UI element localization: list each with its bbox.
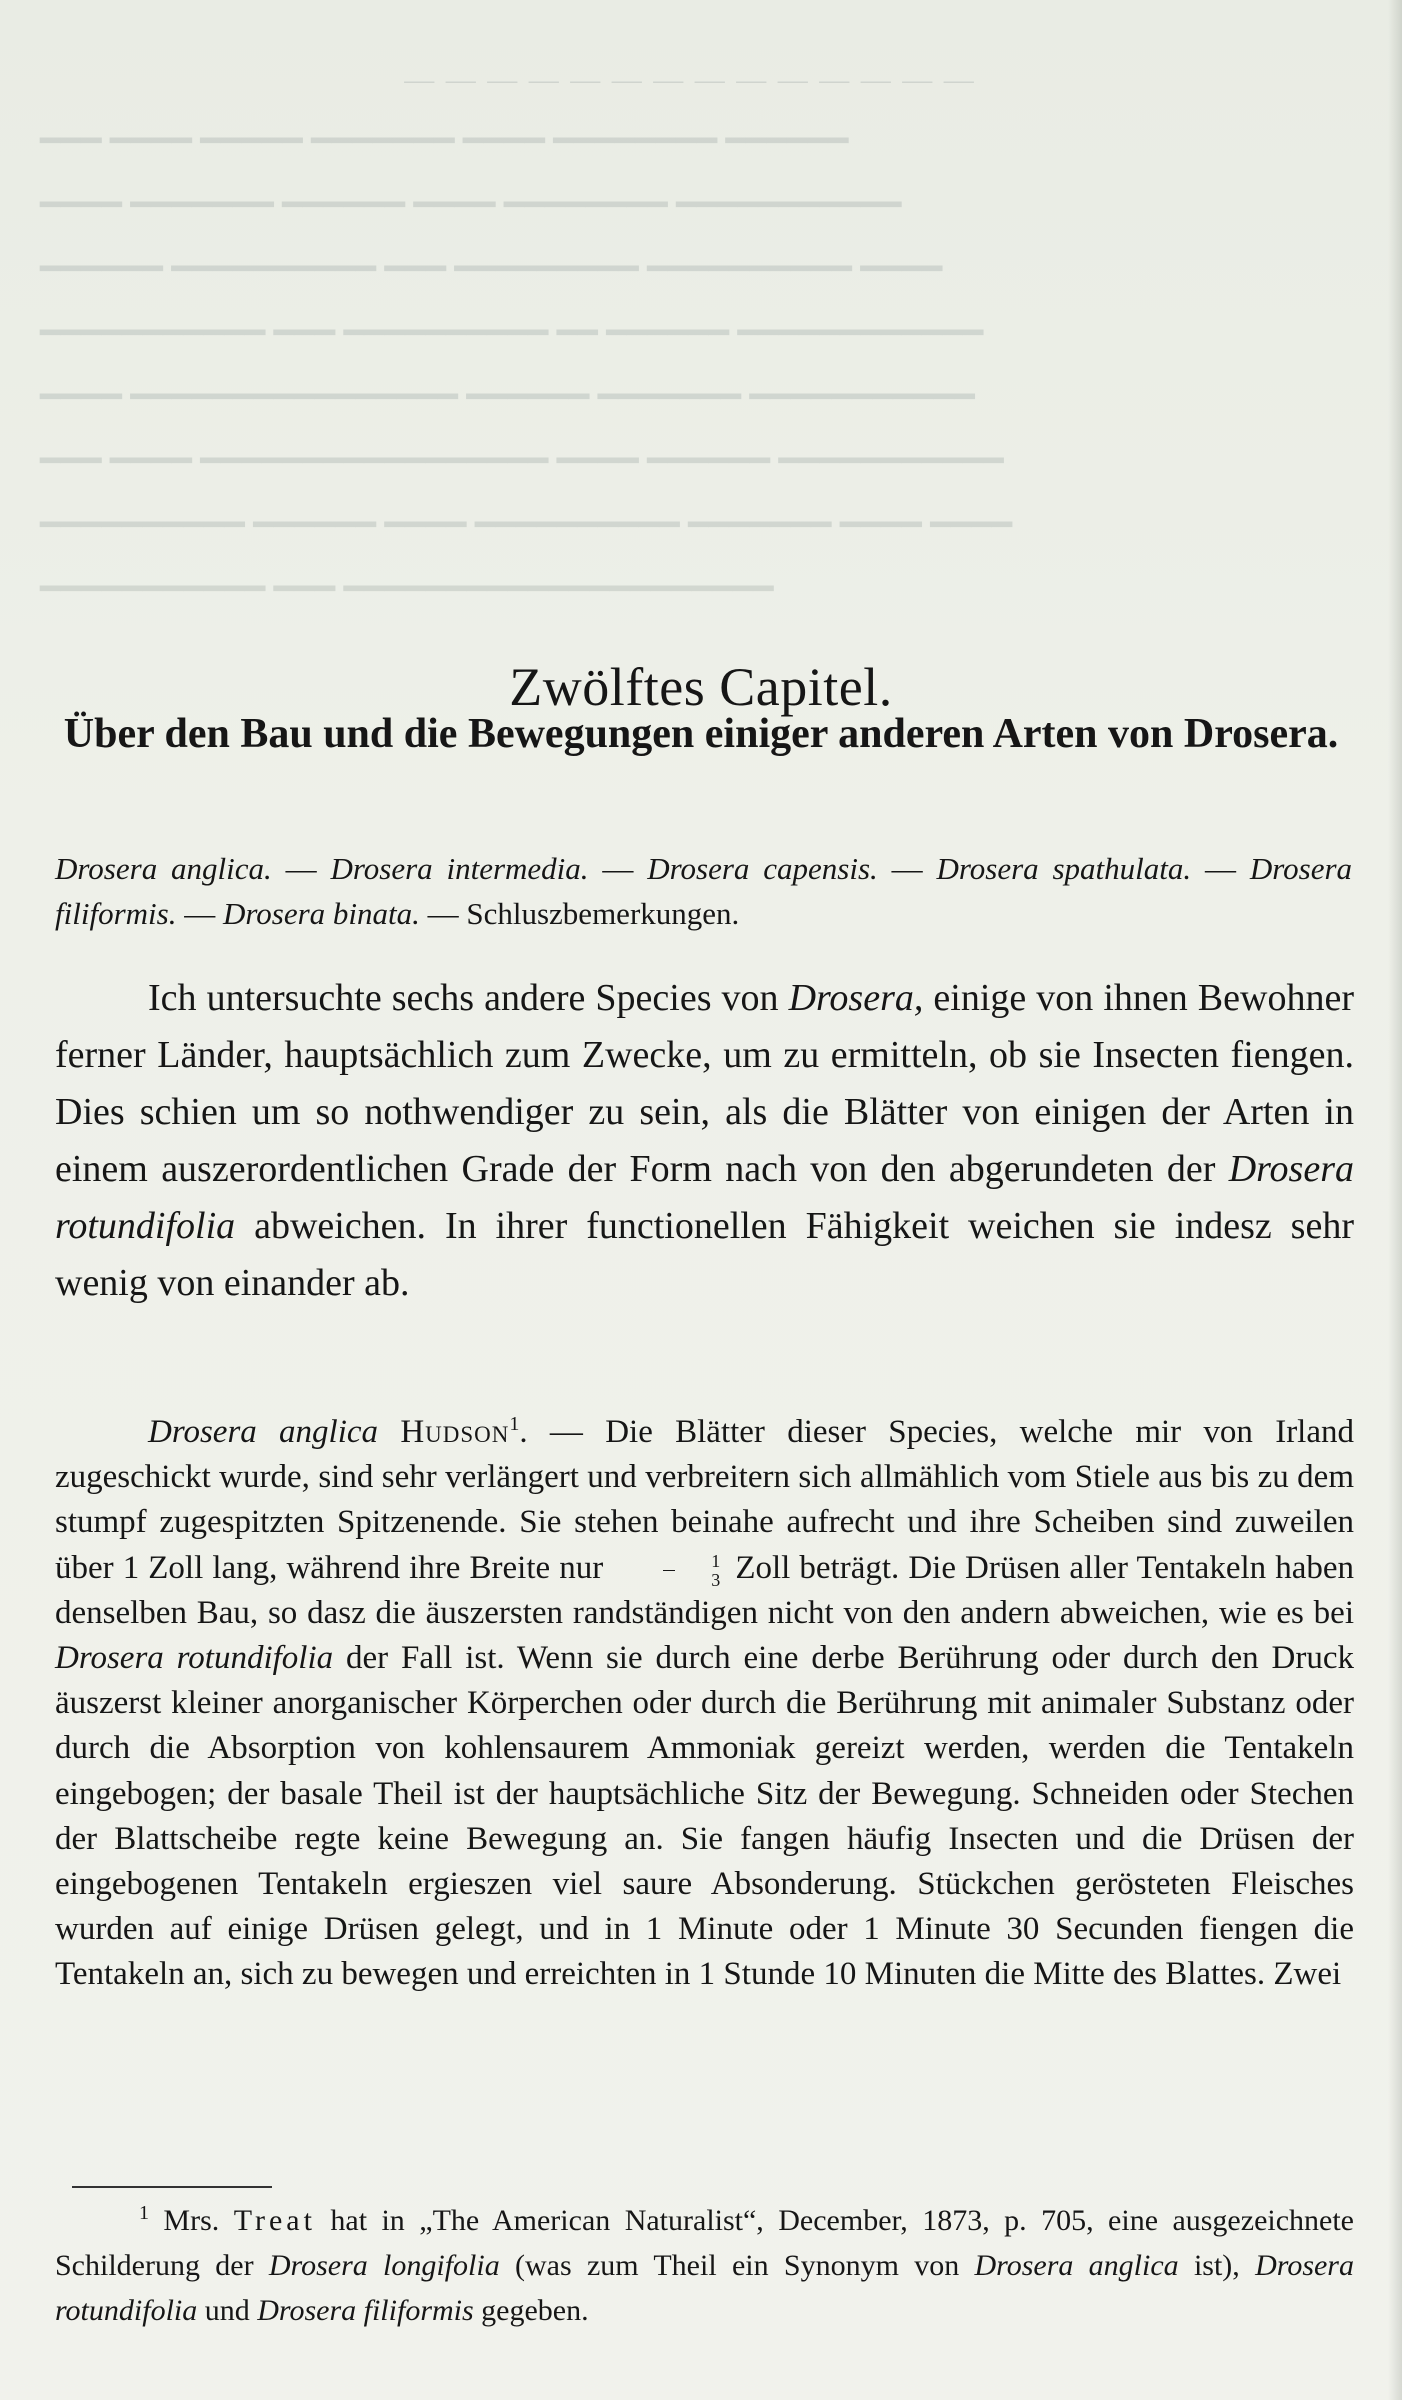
species-name: Drosera rotundifolia: [55, 1640, 334, 1677]
summary-separator: —: [271, 851, 331, 886]
bleed-through-text: — — — — — — — — — — — — — — ━━━ ━━━━ ━━━━━ ━━━━━━━ ━━━━ ━━━━━━━━ ━━━━━━ ━━━━ ━━━━━━━ ━━━━━━ ━━━━ ━━━━━━━━ ━━━━━━━━━━━ ━━━━━━ ━━━━━━━━━━ ━━━ ━━━━━━━━━ ━━━━━━━━━━ ━━━━ ━━━━━━━━━━━ ━━━ ━━━━━━━━━━ ━━ ━━━━━━ ━━━━━━━━━━━━ ━━━━ ━━━━━━━━━━━━━━━━ ━━━━━━ ━━━━━━━ ━━━━━━━━━━━ ━━━ ━━━━ ━━━━━━━━━━━━━━━━━ ━━━━ ━━━━━━ ━━━━━━━━━━━ ━━━━━━━━━━ ━━━━━━ ━━━━ ━━━━━━━━━━ ━━━━━━━ ━━━━ ━━━━ ━━━━━━━━━━━ ━━━ ━━━━━━━━━━━━━━━━━━━━━: [40, 63, 1013, 608]
footnote-text: und: [197, 2294, 258, 2327]
body-text: Zoll beträgt. Die Drüsen aller Tentakeln haben denselben Bau, so dasz die äuszersten randständigen nicht von den andern abweichen, wie es bei: [55, 1549, 1354, 1631]
summary-species-1: Drosera anglica.: [55, 851, 272, 886]
footnote-number: 1: [139, 2202, 149, 2224]
page-gutter-shadow: [1388, 0, 1402, 2400]
fraction-one-third: [618, 1552, 720, 1589]
summary-separator: —: [877, 851, 937, 886]
intro-text: Ich untersuchte sechs andere Species von: [148, 977, 789, 1019]
summary-species-5: Drosera filiformis.: [55, 851, 1353, 931]
species-name: Drosera anglica: [148, 1414, 379, 1450]
intro-species: Drosera rotundifolia: [55, 1148, 1354, 1247]
drosera-anglica-paragraph: [55, 1410, 1354, 1998]
summary-separator: —: [1191, 851, 1250, 886]
chapter-title: Zwölftes Capitel.: [509, 657, 893, 718]
footnote-species: Drosera anglica: [974, 2249, 1179, 2282]
fraction-numerator: 1: [711, 1550, 721, 1571]
body-text: . — Die Blätter dieser Species, welche mir von Irland zugeschickt wurde, sind sehr verlängert und verbreitern sich allmählich vom Stiele aus bis zu dem stumpf zugespitzten Spitzenende. Sie stehen beinahe aufrecht und ihre Scheiben sind zuweilen über 1 Zoll lang, während ihre Breite nur: [55, 1414, 1355, 1586]
footnote: [55, 2198, 1354, 2333]
summary-separator: —: [176, 896, 223, 931]
footnote-person: Treat: [233, 2204, 316, 2237]
intro-text: einige von ihnen Bewohner ferner Länder, hauptsächlich zum Zwecke, um zu ermitteln, ob sie Insecten fiengen. Dies schien um so nothwendiger zu sein, als die Blätter von einigen der Arten in einem auszerordentlichen Grade der Form nach von den abgerundeten der: [55, 977, 1354, 1190]
chapter-subtitle: Über den Bau und die Bewegungen einiger anderen Arten von Drosera.: [63, 711, 1339, 757]
summary-conclusion: Schluszbemerkungen.: [466, 896, 740, 931]
summary-separator: —: [419, 896, 467, 931]
summary-species-2: Drosera intermedia.: [330, 851, 589, 886]
footnote-text: (was zum Theil ein Synonym von: [499, 2249, 975, 2282]
footnote-marker: 1: [509, 1413, 520, 1435]
intro-genus: Drosera,: [788, 977, 924, 1019]
footnote-species: Drosera rotundifolia: [55, 2249, 1354, 2327]
chapter-summary: [55, 846, 1352, 936]
footnote-species: Drosera filiformis: [257, 2294, 474, 2327]
footnote-rule: [72, 2186, 272, 2188]
species-author: Hudson: [400, 1414, 510, 1450]
body-text: der Fall ist. Wenn sie durch eine derbe Berührung oder durch den Druck äuszerst kleiner anorganischer Körperchen oder durch die Berührung mit animaler Substanz oder durch die Absorption von kohlensaurem Ammoniak gereizt werden, werden die Tentakeln eingebogen; der basale Theil ist der hauptsächliche Sitz der Bewegung. Schneiden oder Stechen der Blattscheibe regte keine Bewegung an. Sie fangen häufig Insecten und die Drüsen der eingebogenen Tentakeln ergieszen viel saure Absonderung. Stückchen gerösteten Fleisches wurden auf einige Drüsen gelegt, und in 1 Minute oder 1 Minute 30 Secunden fiengen die Tentakeln an, sich zu bewegen und erreichten in 1 Stunde 10 Minuten die Mitte des Blattes. Zwei: [55, 1640, 1354, 1993]
footnote-text: gegeben.: [473, 2294, 589, 2327]
footnote-text: hat in „The American Naturalist“, December, 1873, p. 705, eine ausgezeichnete Schilderung der: [55, 2204, 1354, 2282]
fraction-denominator: 3: [711, 1569, 721, 1590]
footnote-text: ist),: [1178, 2249, 1256, 2282]
footnote-text: Mrs.: [149, 2204, 234, 2237]
summary-separator: —: [588, 851, 648, 886]
summary-species-6: Drosera binata.: [222, 896, 420, 931]
intro-paragraph: [55, 970, 1354, 1312]
footnote-species: Drosera longifolia: [268, 2249, 500, 2282]
summary-species-4: Drosera spathulata.: [936, 851, 1192, 886]
summary-species-3: Drosera capensis.: [647, 851, 878, 886]
intro-text: abweichen. In ihrer functionellen Fähigkeit weichen sie indesz sehr wenig von einander ab.: [55, 1205, 1354, 1304]
